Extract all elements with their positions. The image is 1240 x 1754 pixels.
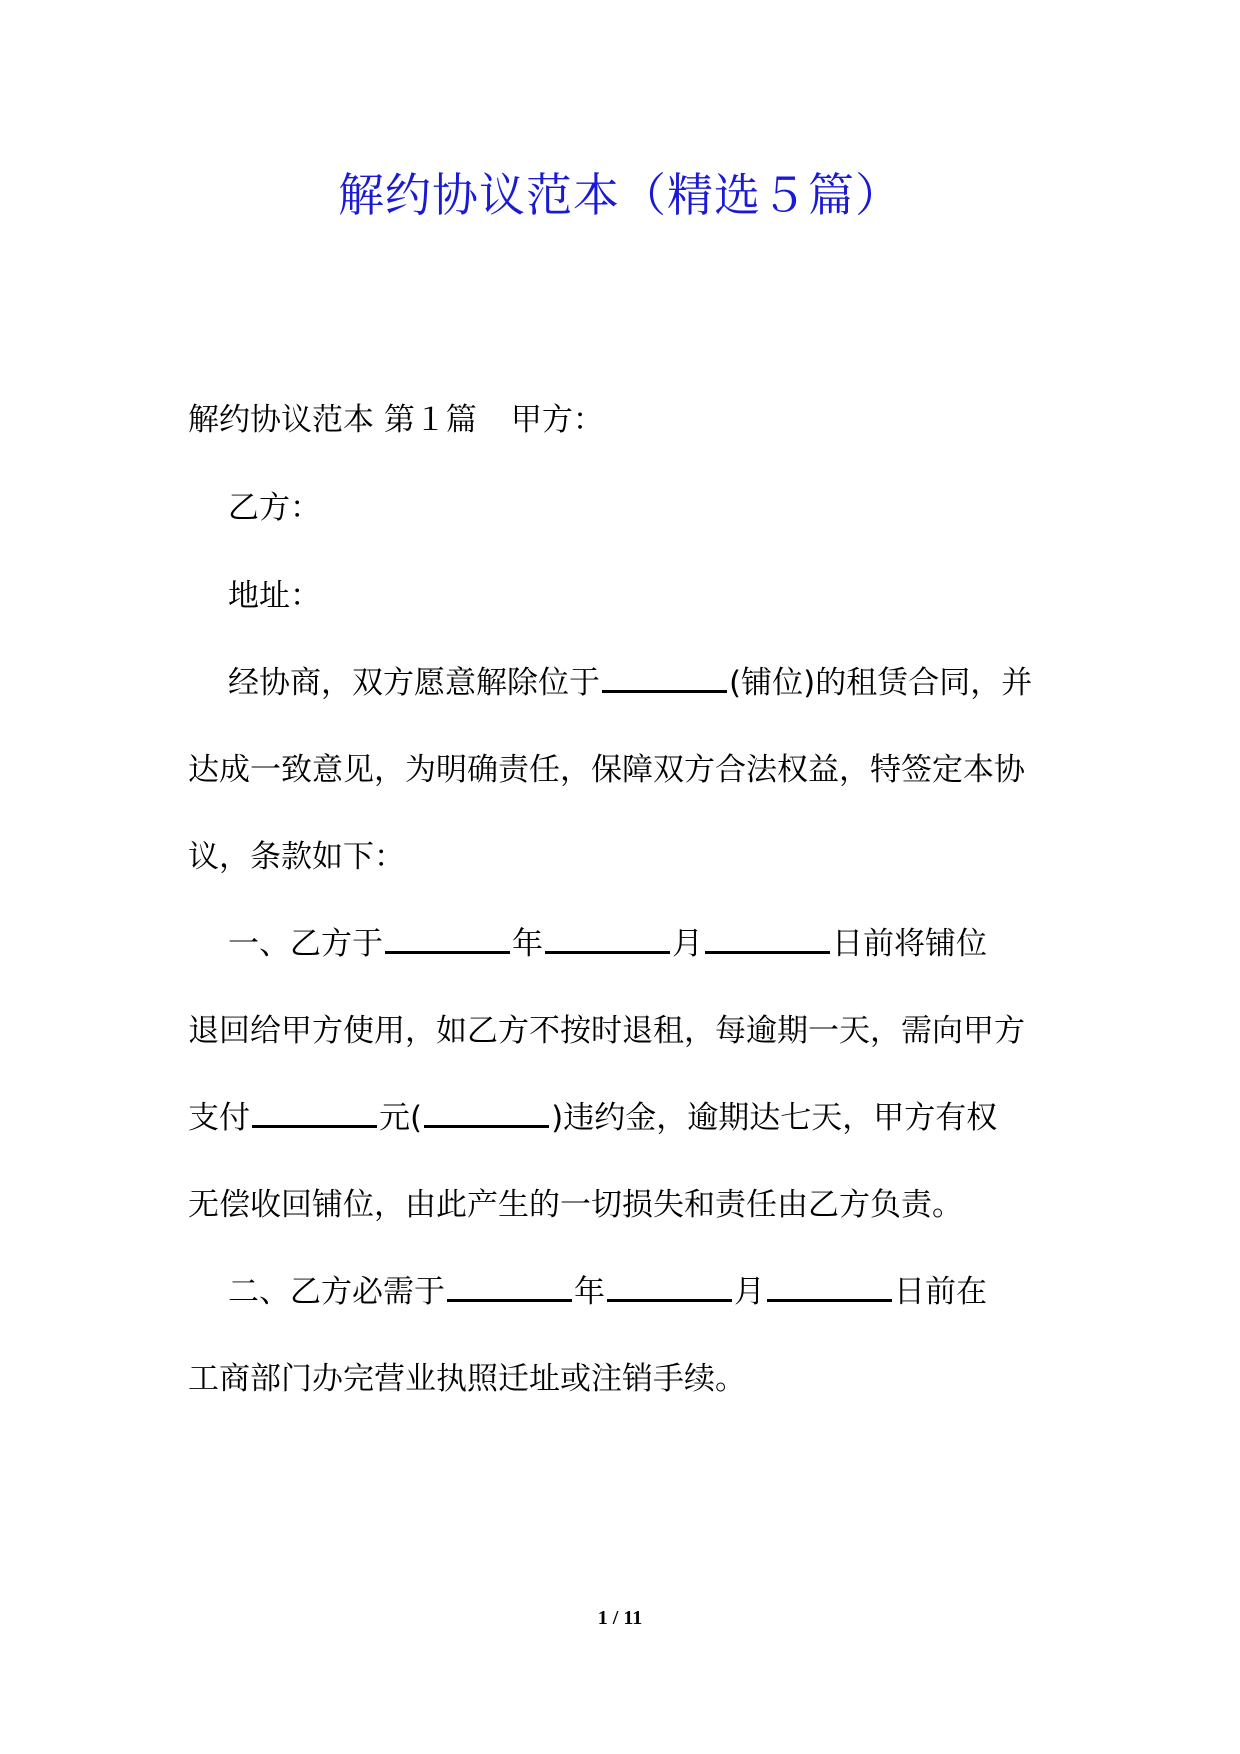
clause1-line2: 退回给甲方使用，如乙方不按时退租，每逾期一天，需向甲方 <box>188 1013 1025 1049</box>
para1-line3: 议，条款如下： <box>188 839 405 875</box>
address-label: 地址： <box>228 578 321 614</box>
clause1-text-pay: 支付 <box>188 1100 250 1136</box>
party-b-label: 乙方： <box>228 490 321 526</box>
fill-blank-day[interactable] <box>705 923 830 954</box>
clause1-line3 <box>188 1096 997 1140</box>
party-a-label: 甲方： <box>510 402 604 438</box>
fill-blank-month[interactable] <box>545 923 670 954</box>
document-title: 解约协议范本（精选５篇） <box>338 168 902 222</box>
fill-blank-amount[interactable] <box>252 1097 377 1128</box>
clause2-text-b: 日前在 <box>894 1274 987 1310</box>
clause1-text-a: 一、乙方于 <box>228 926 383 962</box>
clause1-text-yuan: 元( <box>379 1100 423 1136</box>
fill-blank-year[interactable] <box>385 923 510 954</box>
clause2-line2: 工商部门办完营业执照迁址或注销手续。 <box>188 1361 746 1397</box>
fill-blank-year-2[interactable] <box>447 1271 572 1302</box>
clause2-month: 月 <box>734 1274 765 1310</box>
section-heading: 解约协议范本 第１篇 <box>188 402 477 438</box>
fill-blank-location[interactable] <box>602 662 727 693</box>
clause1-line4: 无偿收回铺位，由此产生的一切损失和责任由乙方负责。 <box>188 1187 963 1223</box>
clause1-month: 月 <box>672 926 703 962</box>
clause2-year: 年 <box>574 1274 605 1310</box>
clause1-text-penalty: )违约金，逾期达七天，甲方有权 <box>551 1100 998 1136</box>
para1-text-b: (铺位)的租赁合同，并 <box>729 665 1033 701</box>
para1-text-a: 经协商，双方愿意解除位于 <box>228 665 600 701</box>
fill-blank-day-2[interactable] <box>767 1271 892 1302</box>
clause1-year: 年 <box>512 926 543 962</box>
page-number: 1 / 11 <box>597 1607 643 1629</box>
clause1-text-b: 日前将铺位 <box>832 926 987 962</box>
para1-line2: 达成一致意见，为明确责任，保障双方合法权益，特签定本协 <box>188 752 1025 788</box>
fill-blank-amount-words[interactable] <box>424 1097 549 1128</box>
section-heading-line <box>188 398 604 442</box>
clause2-line1 <box>228 1270 987 1314</box>
fill-blank-month-2[interactable] <box>607 1271 732 1302</box>
clause1-line1 <box>228 922 987 966</box>
para1-line1 <box>228 661 1032 705</box>
clause2-text-a: 二、乙方必需于 <box>228 1274 445 1310</box>
